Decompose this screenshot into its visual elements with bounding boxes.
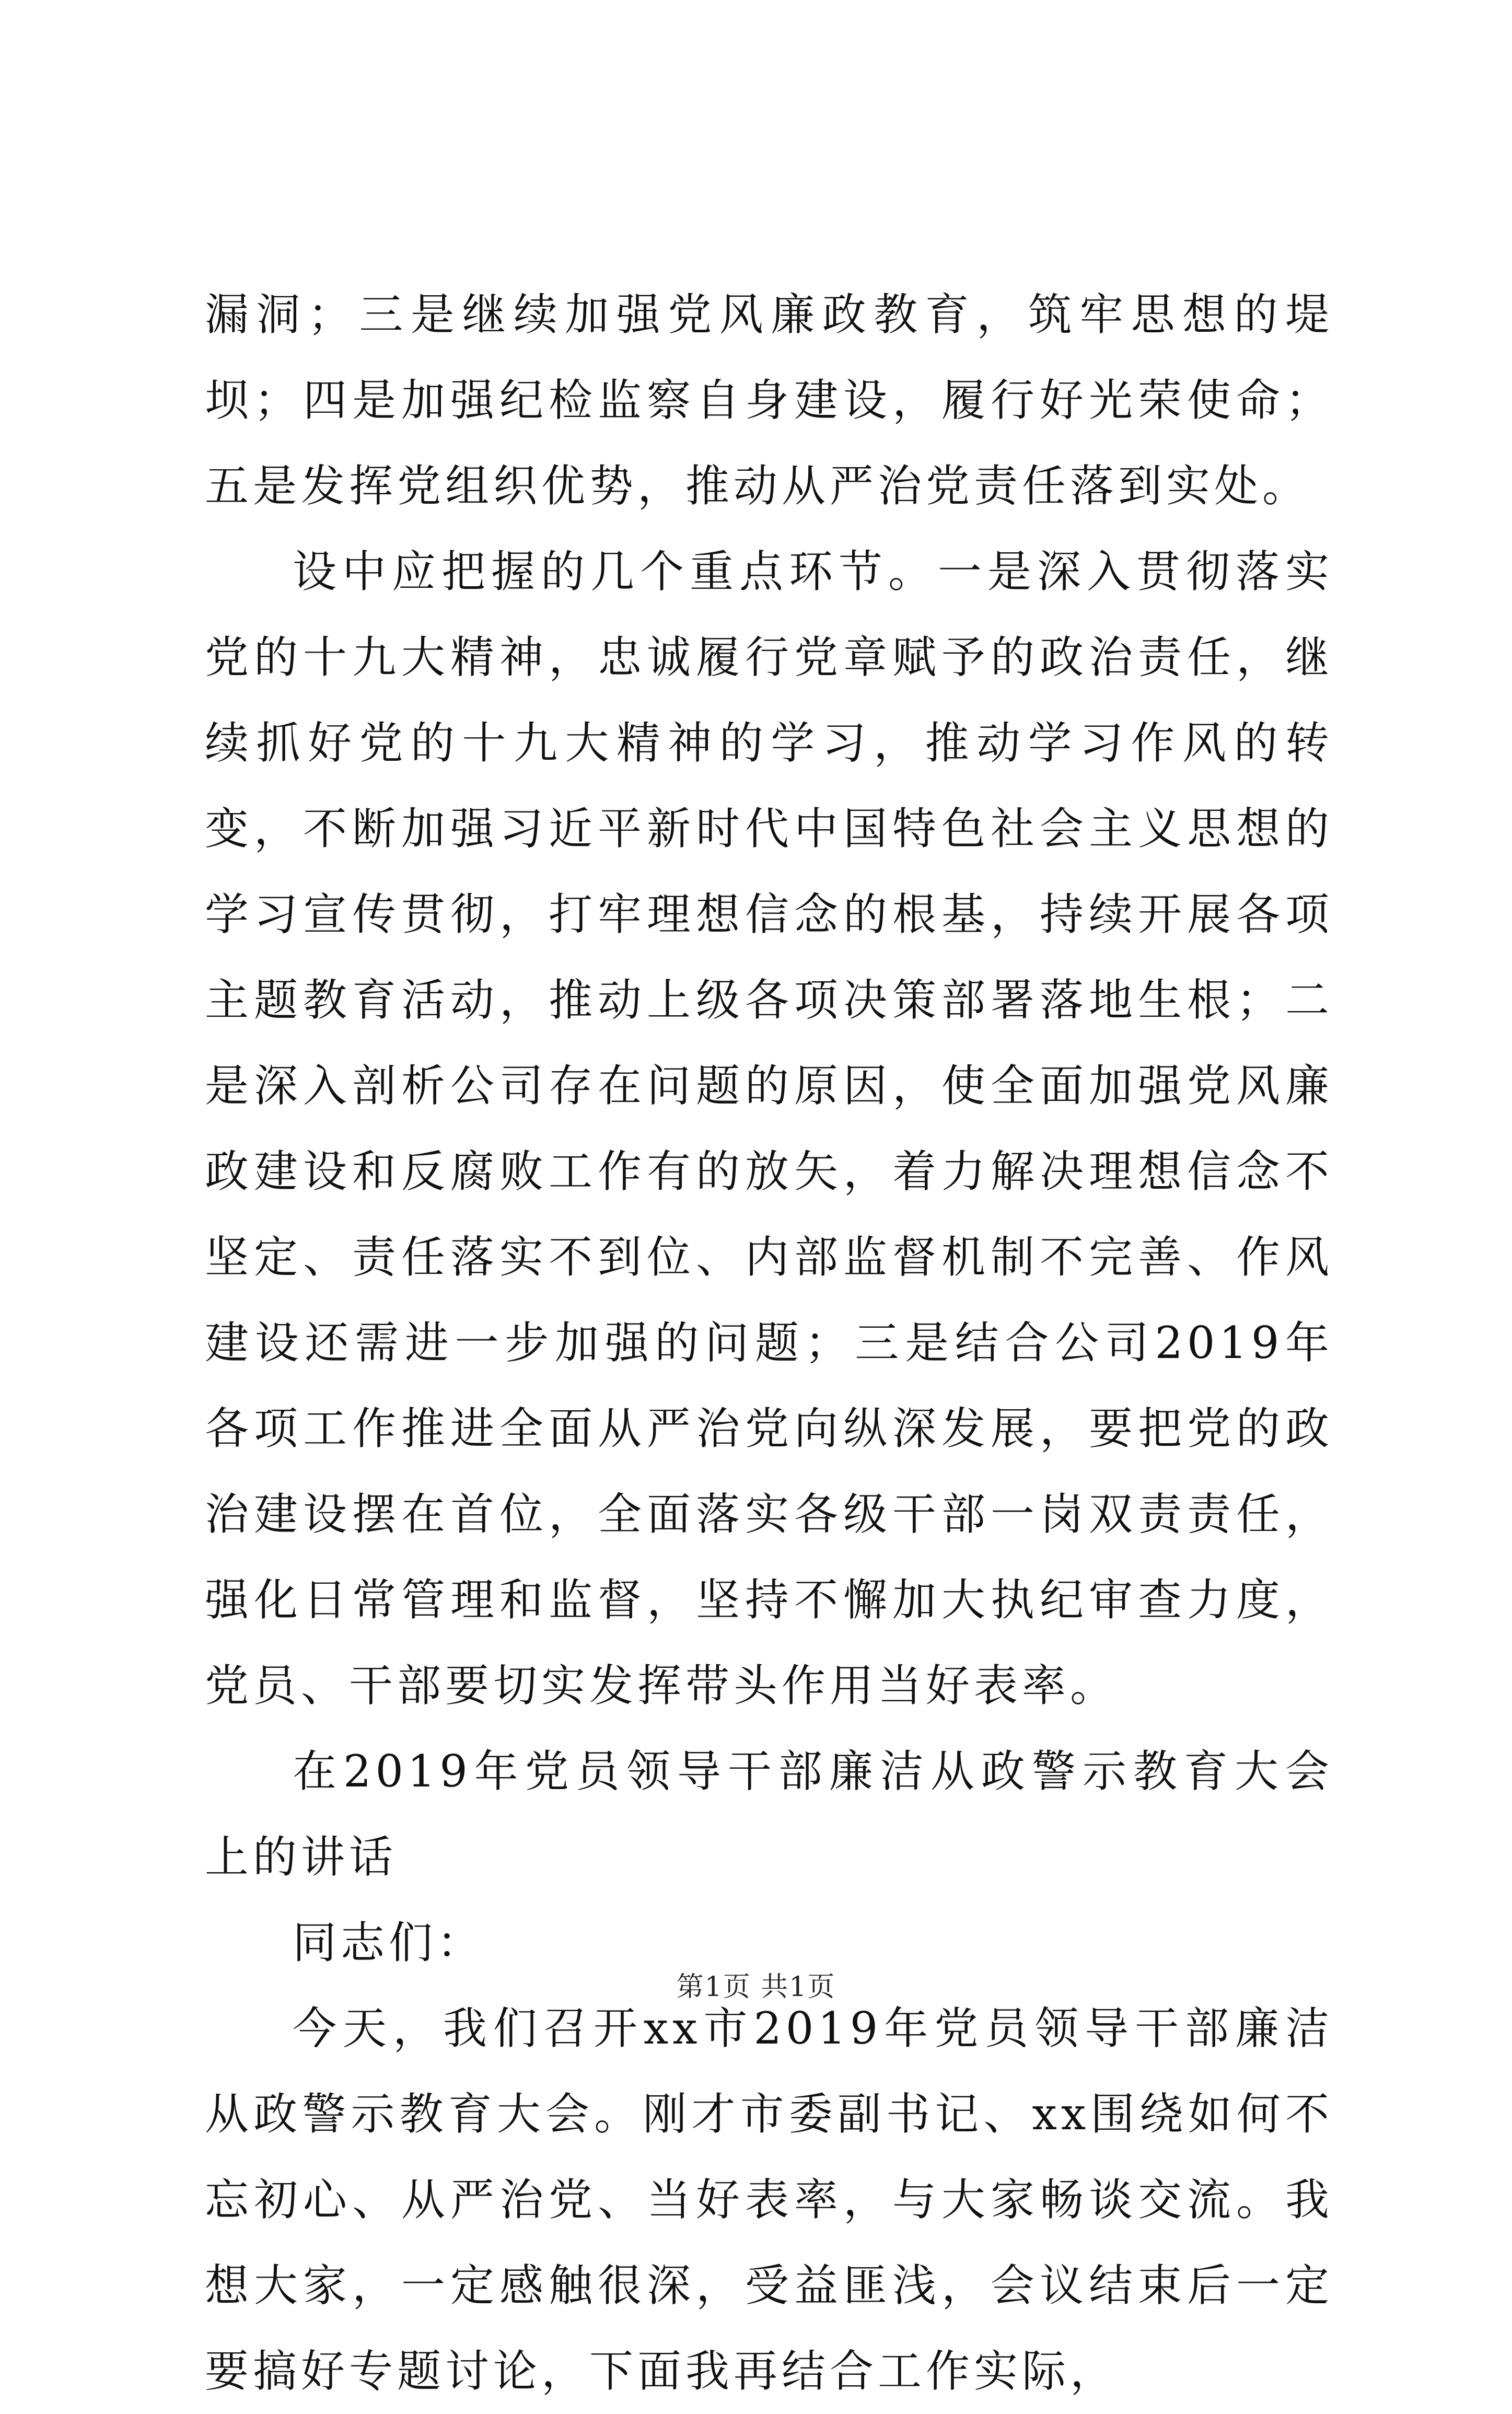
salutation: 同志们：	[293, 1917, 485, 1968]
document-body	[205, 272, 1333, 2414]
page-footer: 第1页 共1页	[676, 1971, 836, 2003]
speech-title: 在2019年党员领导干部廉洁从政警示教育大会上的讲话	[205, 1746, 1333, 1883]
paragraph-key-links: 设中应把握的几个重点环节。一是深入贯彻落实党的十九大精神，忠诚履行党章赋予的政治责任，继续抓好党的十九大精神的学习，推动学习作风的转变，不断加强习近平新时代中国特色社会主义思想的学习宣传贯彻，打牢理想信念的根基，持续开展各项主题教育活动，推动上级各项决策部署落地生根；二是深入剖析公司存在问题的原因，使全面加强党风廉政建设和反腐败工作有的放矢，着力解决理想信念不坚定、责任落实不到位、内部监督机制不完善、作风建设还需进一步加强的问题；三是结合公司2019年各项工作推进全面从严治党向纵深发展，要把党的政治建设摆在首位，全面落实各级干部一岗双责责任，强化日常管理和监督，坚持不懈加大执纪审查力度，党员、干部要切实发挥带头作用当好表率。	[205, 546, 1333, 1711]
paragraph-speech-opening: 今天，我们召开xx市2019年党员领导干部廉洁从政警示教育大会。刚才市委副书记、xx围绕如何不忘初心、从严治党、当好表率，与大家畅谈交流。我想大家，一定感触很深，受益匪浅，会议结束后一定要搞好专题讨论，下面我再结合工作实际，	[205, 2003, 1333, 2397]
paragraph-continuation: 漏洞；三是继续加强党风廉政教育，筑牢思想的堤坝；四是加强纪检监察自身建设，履行好光荣使命；五是发挥党组织优势，推动从严治党责任落到实处。	[205, 289, 1333, 512]
